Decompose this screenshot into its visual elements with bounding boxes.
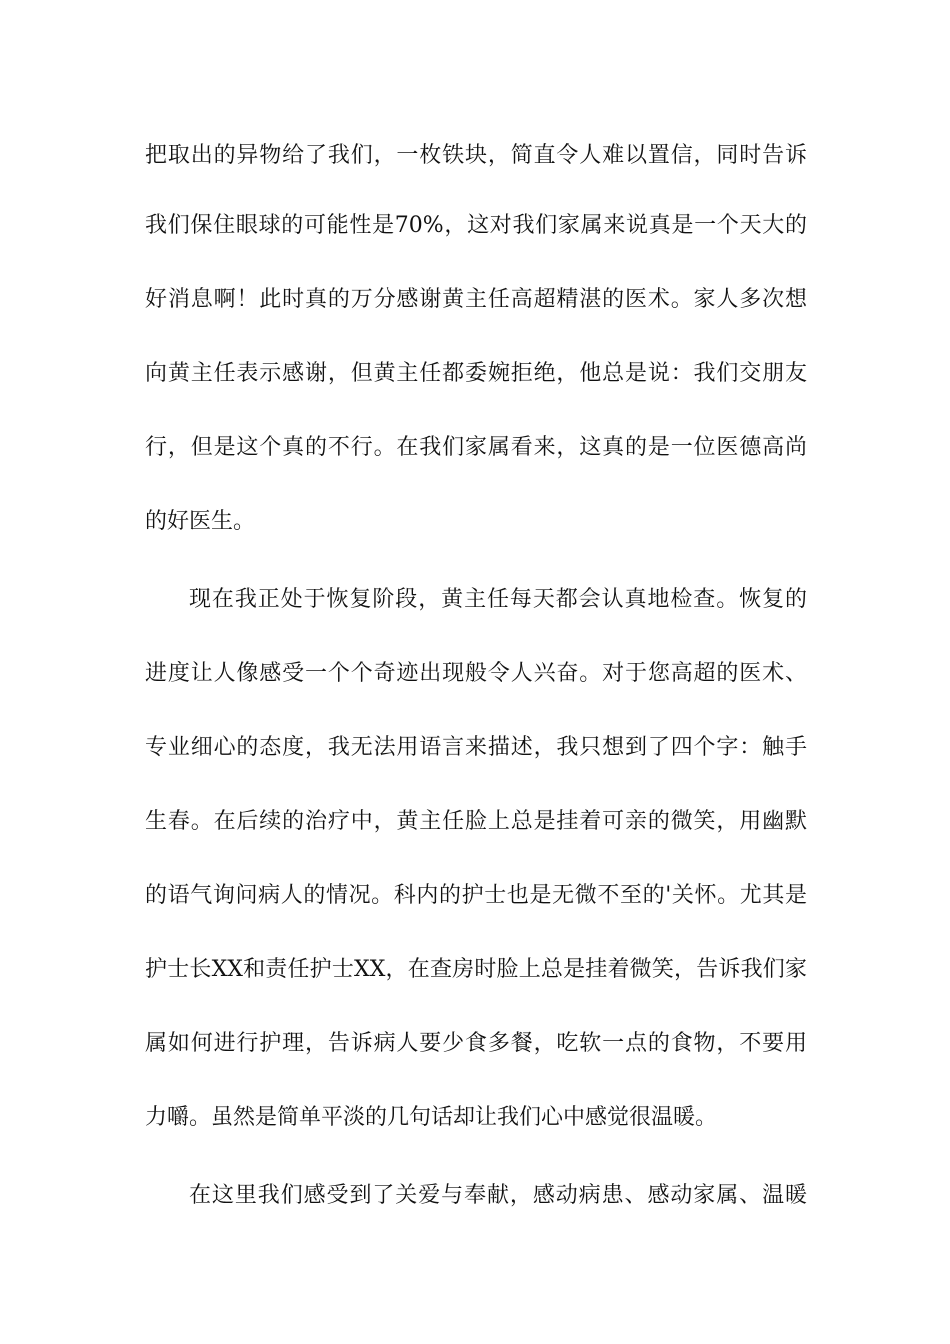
paragraph-line: 的好医生。: [145, 509, 256, 534]
paragraph-line: 现在我正处于恢复阶段，黄主任每天都会认真地检查。恢复的: [189, 587, 807, 612]
paragraph-line: 行，但是这个真的不行。在我们家属看来，这真的是一位医德高尚: [145, 435, 807, 460]
paragraph-line: 的语气询问病人的情况。科内的护士也是无微不至的'关怀。尤其是: [145, 883, 807, 908]
paragraph-line: 进度让人像感受一个个奇迹出现般令人兴奋。对于您高超的医术、: [145, 661, 807, 686]
paragraph-line: 力嚼。虽然是简单平淡的几句话却让我们心中感觉很温暖。: [145, 1105, 718, 1130]
paragraph-line: 把取出的异物给了我们，一枚铁块，简直令人难以置信，同时告诉: [145, 143, 807, 168]
paragraph-line: 我们保住眼球的可能性是70%，这对我们家属来说真是一个天大的: [145, 213, 807, 238]
paragraph-line: 好消息啊！此时真的万分感谢黄主任高超精湛的医术。家人多次想: [145, 287, 807, 312]
paragraph-line: 专业细心的态度，我无法用语言来描述，我只想到了四个字：触手: [145, 735, 807, 760]
paragraph-line: 生春。在后续的治疗中，黄主任脸上总是挂着可亲的微笑，用幽默: [145, 809, 807, 834]
paragraph-line: 属如何进行护理，告诉病人要少食多餐，吃软一点的食物，不要用: [145, 1031, 807, 1056]
paragraph-line: 向黄主任表示感谢，但黄主任都委婉拒绝，他总是说：我们交朋友: [145, 361, 807, 386]
paragraph-line: 在这里我们感受到了关爱与奉献，感动病患、感动家属、温暖: [189, 1183, 807, 1208]
paragraph-line: 护士长XX和责任护士XX，在查房时脸上总是挂着微笑，告诉我们家: [145, 957, 807, 982]
